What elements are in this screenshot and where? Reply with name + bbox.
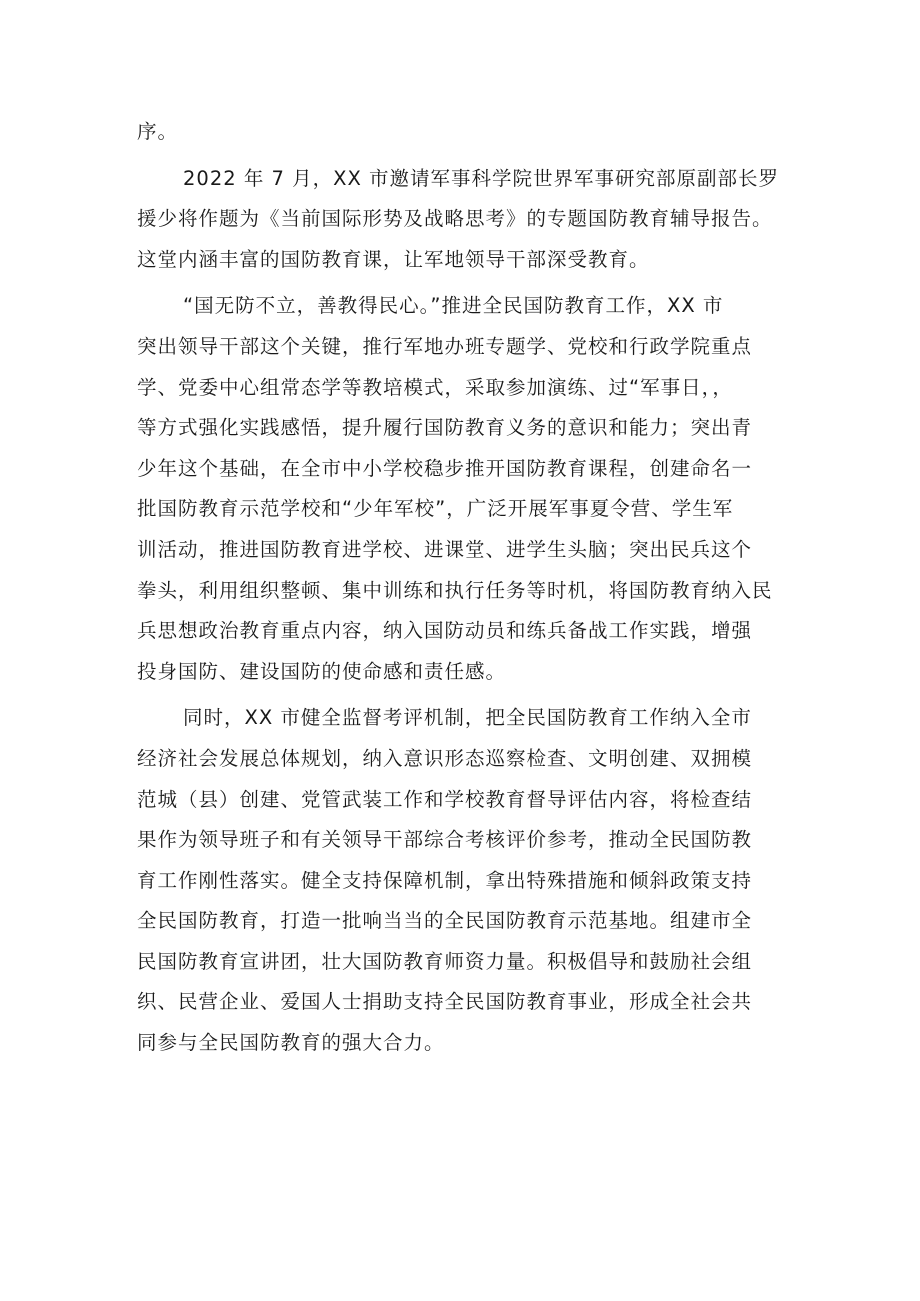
text-line: 拳头，利用组织整顿、集中训练和执行任务等时机，将国防教育纳入民 [137,578,773,602]
text-line: 批国防教育示范学校和“少年军校”，广泛开展军事夏令营、学生军 [137,497,734,521]
text-line: 范城（县）创建、党管武装工作和学校教育督导评估内容，将检查结 [137,787,753,811]
text-line: 兵思想政治教育重点内容，纳入国防动员和练兵备战工作实践，增强 [137,619,753,643]
text-line: 果作为领导班子和有关领导干部综合考核评价参考，推动全民国防教 [137,828,753,852]
text-line: 训活动，推进国防教育进学校、进课堂、进学生头脑；突出民兵这个 [137,537,753,561]
text-line: 学、党委中心组常态学等教培模式，采取参加演练、过“军事日，， [137,375,733,399]
text-line: 全民国防教育，打造一批响当当的全民国防教育示范基地。组建市全 [137,909,753,933]
text-line: 经济社会发展总体规划，纳入意识形态巡察检查、文明创建、双拥模 [137,746,753,770]
text-line: 同时，XX 市健全监督考评机制，把全民国防教育工作纳入全市 [183,706,752,730]
text-line: 等方式强化实践感悟，提升履行国防教育义务的意识和能力；突出青 [137,416,753,440]
text-line: “国无防不立，善教得民心。”推进全民国防教育工作，XX 市 [183,294,724,318]
text-line: 序。 [137,120,179,143]
text-line: 这堂内涵丰富的国防教育课，让军地领导干部深受教育。 [137,247,650,271]
text-line: 同参与全民国防教育的强大合力。 [137,1031,445,1055]
text-line: 援少将作题为《当前国际形势及战略思考》的专题国防教育辅导报告。 [137,207,773,231]
text-line: 投身国防、建设国防的使命感和责任感。 [137,659,507,683]
text-line: 突出领导干部这个关键，推行军地办班专题学、党校和行政学院重点 [137,334,753,358]
document-body [137,112,797,1064]
text-line: 育工作刚性落实。健全支持保障机制，拿出特殊措施和倾斜政策支持 [137,868,753,892]
text-line: 2022 年 7 月，XX 市邀请军事科学院世界军事研究部原副部长罗 [183,166,780,190]
text-line: 民国防教育宣讲团，壮大国防教育师资力量。积极倡导和鼓励社会组 [137,949,753,973]
text-line: 少年这个基础，在全市中小学校稳步推开国防教育课程，创建命名一 [137,456,753,480]
text-line: 织、民营企业、爱国人士捐助支持全民国防教育事业，形成全社会共 [137,990,753,1014]
